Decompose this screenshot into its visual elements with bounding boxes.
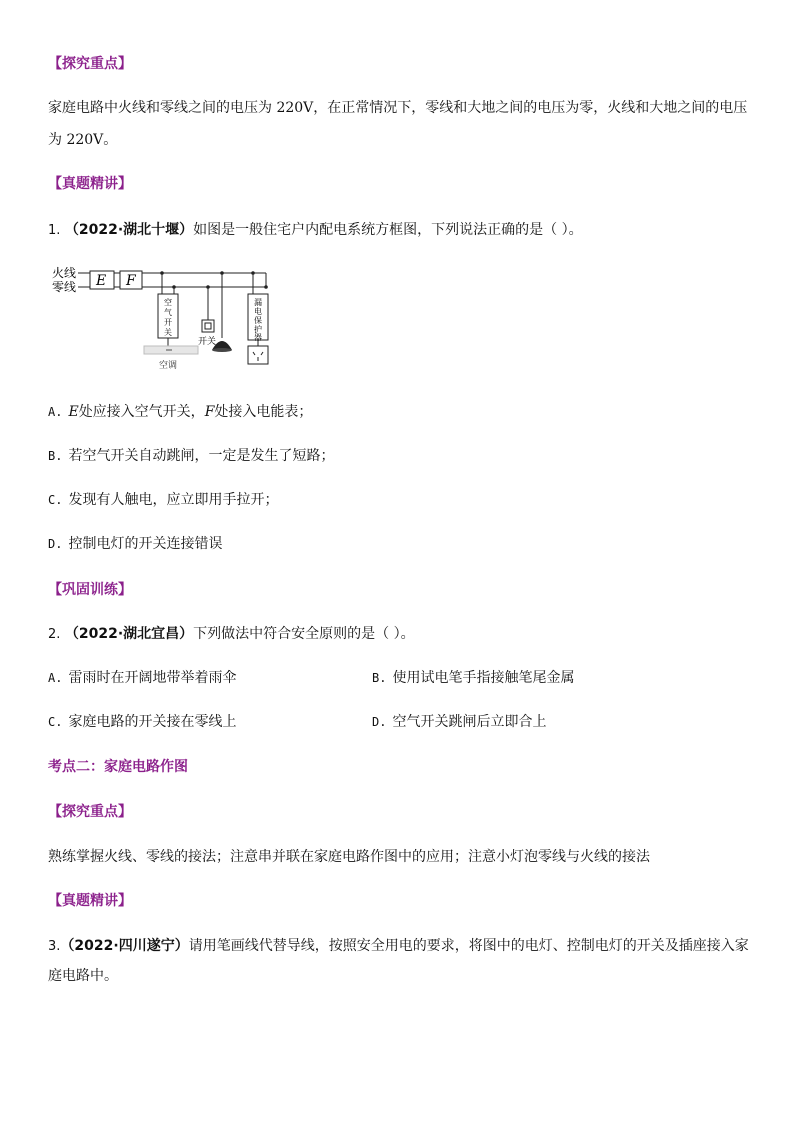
question-2-text: 下列做法中符合安全原则的是（ ）。 (193, 626, 415, 642)
lecture-heading-1: 【真题精讲】 (48, 176, 132, 192)
point-2-heading: 考点二：家庭电路作图 (48, 759, 188, 775)
option-letter: A. (48, 671, 63, 685)
option-a-var-f: F (204, 404, 215, 420)
air-conditioner-label: 空调 (159, 361, 178, 371)
focus-text-line-1: 家庭电路中火线和零线之间的电压为 220V，在正常情况下，零线和大地之间的电压为零，火线和大地之间的电压 (48, 100, 748, 116)
box-e-label: E (96, 273, 107, 289)
question-3-source: （2022·四川遂宁） (60, 938, 189, 954)
light-switch-label: 开关 (198, 337, 217, 347)
question-3-stem (48, 936, 749, 957)
neutral-wire-label: 零线 (52, 280, 77, 294)
option-b-letter: B. (48, 449, 63, 463)
focus-text-line-2: 为 220V。 (48, 132, 118, 148)
option-d-letter: D. (48, 537, 63, 551)
option-text: 使用试电笔手指接触笔尾金属 (392, 670, 575, 686)
question-1-text: 如图是一般住宅户内配电系统方框图，下列说法正确的是（ ）。 (193, 222, 583, 238)
option-letter: C. (48, 715, 63, 729)
option-text: 雷雨时在开阔地带举着雨伞 (68, 670, 237, 686)
option-a-text-2: 处接入电能表； (214, 404, 313, 420)
option-b-text: 若空气开关自动跳闸，一定是发生了短路； (68, 448, 335, 464)
air-switch-label: 空 气 开 关 (164, 298, 172, 337)
question-2-option-a (48, 668, 236, 688)
option-a-var-e: E (68, 404, 79, 420)
box-f-label: F (126, 273, 136, 289)
option-a-text-1: 处应接入空气开关， (78, 404, 205, 420)
question-2-option-c (48, 712, 236, 732)
lecture-heading-2: 【真题精讲】 (48, 893, 132, 909)
focus-text-2: 熟练掌握火线、零线的接法；注意串并联在家庭电路作图中的应用；注意小灯泡零线与火线的接法 (48, 849, 650, 865)
option-text: 家庭电路的开关接在零线上 (68, 714, 237, 730)
question-1-option-d (48, 534, 222, 554)
distribution-diagram (48, 262, 288, 374)
focus-heading-2: 【探究重点】 (48, 804, 132, 820)
option-c-text: 发现有人触电，应立即用手拉开； (68, 492, 279, 508)
option-text: 空气开关跳闸后立即合上 (392, 714, 547, 730)
question-2-option-d (372, 712, 546, 732)
question-2-source: （2022·湖北宜昌） (64, 626, 194, 642)
question-2-option-b (372, 668, 574, 688)
question-1-source: （2022·湖北十堰） (64, 222, 194, 238)
option-letter: D. (372, 715, 387, 729)
question-2-number: 2. (48, 627, 61, 642)
option-letter: B. (372, 671, 387, 685)
focus-heading-1: 【探究重点】 (48, 56, 132, 72)
live-wire-label: 火线 (52, 266, 77, 280)
leakage-protector-label: 漏 电 保 护 器 (254, 298, 262, 342)
question-2-stem (48, 624, 415, 645)
question-1-number: 1. (48, 223, 61, 238)
option-c-letter: C. (48, 493, 63, 507)
question-1-option-c (48, 490, 278, 510)
question-3-text-1: 请用笔画线代替导线，按照安全用电的要求，将图中的电灯、控制电灯的开关及插座接入家 (188, 938, 749, 954)
socket-icon (248, 346, 268, 364)
option-a-letter: A. (48, 405, 63, 419)
question-1-option-b (48, 446, 334, 466)
question-1-option-a (48, 402, 312, 422)
question-3-number: 3. (48, 939, 61, 954)
practice-heading: 【巩固训练】 (48, 582, 132, 598)
question-3-text-2: 庭电路中。 (48, 968, 118, 984)
option-d-text: 控制电灯的开关连接错误 (68, 536, 223, 552)
question-1-stem (48, 220, 583, 241)
